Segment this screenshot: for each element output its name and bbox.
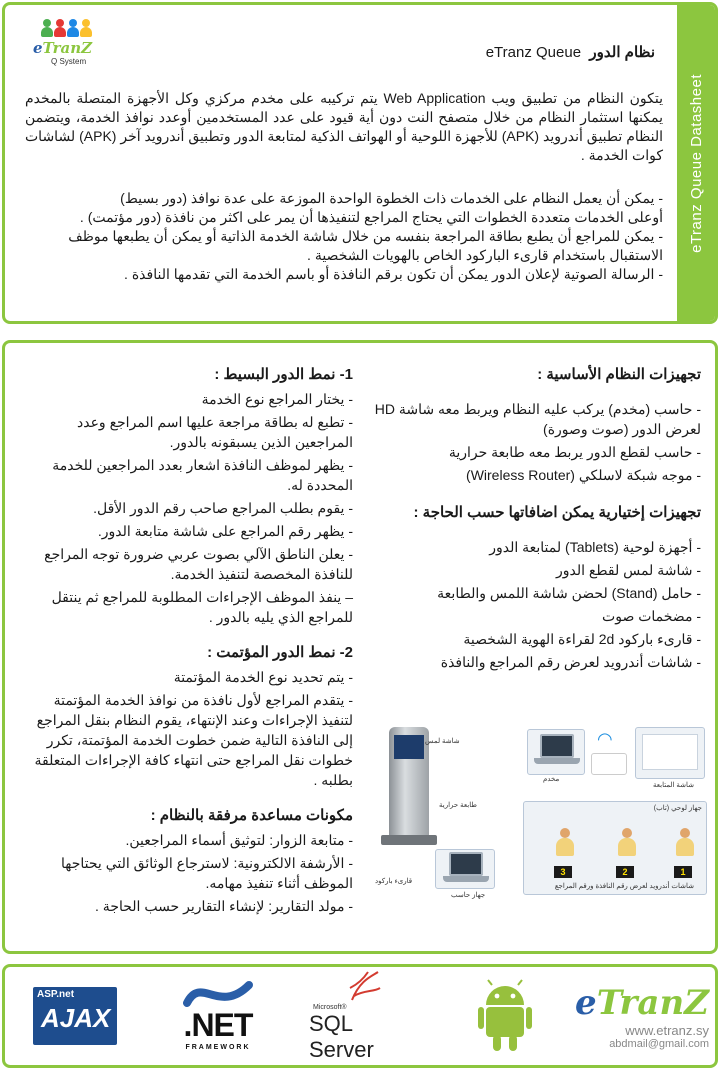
helper-item: - مولد التقارير: لإنشاء التقارير حسب الحاجة . [95,898,353,914]
simple-mode-item: - يظهر رقم المراجع على شاشة متابعة الدور. [97,523,353,539]
dotnet-wave-icon [183,981,253,1007]
hardware-item: - موجه شبكة لاسلكي (Wireless Router) [466,467,701,483]
windows-box [523,801,707,895]
optional-item: - شاشات أندرويد لعرض رقم المراجع والنافذة [440,654,701,670]
hardware-item: - حاسب (مخدم) يركب عليه النظام ويربط معه شاشة HD لعرض الدور (صوت وصورة) [374,401,701,437]
helper-item: - متابعة الزوار: لتوثيق أسماء المراجعين. [125,832,353,848]
android-screens-label: شاشات أندرويد لعرض رقم النافذة ورقم المراجع [554,883,694,890]
agent-icon [674,828,696,858]
feature-item: - يمكن للمراجع أن يطبع بطاقة المراجعة بنفسه من خلال شاشة الخدمة الذاتية أو يمكن أن يطبعها موظف الاستقبال باستخدام قارىء الباركود الخاص بالهويات الشخصية . [68,228,663,263]
laptop-icon [534,734,580,768]
android-logo [473,967,537,1065]
optional-item: - حامل (Stand) لحضن شاشة اللمس والطابعة [437,585,701,601]
side-tab-label: eTranz Queue Datasheet [687,73,705,253]
wifi-icon: ◠ [597,729,613,750]
optional-hardware-heading: تجهيزات إختيارية يمكن اضافاتها حسب الحاجة : [413,504,701,521]
etranz-qsystem-logo: eTranZ Q System [25,19,115,83]
intro-panel [2,2,718,324]
touch-screen-label: شاشة لمس [425,738,460,745]
modes-column [23,365,353,919]
helpers-heading: مكونات مساعدة مرفقة بالنظام : [150,807,353,824]
feature-item: - يمكن أن يعمل النظام على الخدمات ذات الخطوة الواحدة الموزعة على عدة نوافذ (دور بسيط) [120,190,663,206]
printer-label: طابعة حرارية [439,802,477,809]
optional-item: - مضخمات صوت [602,608,701,624]
optional-item: - شاشة لمس لقطع الدور [556,562,701,578]
ajax-logo: ASP.net AJAX [27,967,123,1065]
kiosk-image [381,727,439,847]
dotnet-logo: .NET FRAMEWORK [173,967,263,1065]
etranz-brand-block [575,967,709,1065]
hardware-column [371,365,701,675]
server-box [527,729,585,775]
agent-icon [554,828,576,858]
server-label: مخدم [543,776,560,783]
simple-mode-item: - يختار المراجع نوع الخدمة [201,391,353,407]
simple-mode-item: - يقوم بطلب المراجع صاحب رقم الدور الأقل. [93,500,353,516]
email-link[interactable]: abdmail@gmail.com [609,1037,709,1050]
logo-subtitle: Q System [51,57,87,66]
router-icon [591,753,627,775]
follow-screen-box [635,727,705,779]
agent-icon [616,828,638,858]
auto-mode-heading: 2- نمط الدور المؤتمت : [207,644,353,661]
datasheet-side-tab [677,5,715,321]
android-robot-icon [478,979,532,1053]
auto-mode-item: - يتقدم المراجع لأول نافذة من نوافذ الخدمة المؤتمتة لتنفيذ الإجراءات وعند الإنتهاء، يقوم النظام بنقل المراجع إلى النافذة التالية ضمن خطوت الخدمة المؤتمتة، تكرر خطوات نقل المراجع حتى انتهاء كافة الإجراءات المتعلقة بطلبه . [34,692,353,788]
tablet-label: جهاز لوحي (تاب) [653,805,702,812]
window-number: 3 [554,866,572,878]
page-title: نظام الدور eTranz Queue [485,44,655,61]
details-panel [2,340,718,954]
sql-server-logo: Microsoft® SQL Server [309,967,419,1065]
simple-mode-item: – ينفذ الموظف الإجراءات المطلوبة للمراجع ثم ينتقل للمراجع الذي يليه بالدور . [51,589,353,625]
intro-paragraph: يتكون النظام من تطبيق ويب Web Application يتم تركيبه على مخدم مركزي وكل الأجهزة المتصلة بالمخدم يمكنها استثمار النظام من خلال متصفح النت دون أية قيود على عدد المستخدمين أوعدد نوافذ الخدمة، ويتضمن النظام تطبيق أندرويد (APK) للأجهزة اللوحية أو الهواتف الذكية لمتابعة الدور وتطبيق أندرويد آخر (APK) لشاشات كوات الخدمة . [25,90,663,163]
helper-item: - الأرشفة الالكترونية: لاسترجاع الوثائق التي يحتاجها الموظف أثناء تنفيذ مهامه. [61,855,353,891]
simple-mode-item: - يعلن الناطق الآلي بصوت عربي ضرورة توجه المراجع للنافذة المخصصة لتنفيذ الخدمة. [44,546,353,582]
follow-screen-label: شاشة المتابعة [653,782,695,789]
laptop-icon [443,852,489,886]
sql-server-icon [344,970,384,1004]
people-icon [41,19,115,37]
simple-mode-item: - تطبع له بطاقة مراجعة عليها اسم المراجع وعدد المراجعين الذين يسبقونه بالدور. [76,414,353,450]
system-diagram [355,723,709,919]
etranz-logo: eTranZ [575,982,709,1023]
footer-logos [2,964,718,1068]
hardware-item: - حاسب لقطع الدور يربط معه طابعة حرارية [448,444,701,460]
feature-item: أوعلى الخدمات متعددة الخطوات التي يحتاج المراجع لتنفيذها أن يمر على اكثر من نافذة (دور مؤتمت) . [79,209,663,225]
simple-mode-item: - يظهر لموظف النافذة اشعار بعدد المراجعين للخدمة المحددة له. [52,457,353,493]
feature-item: - الرسالة الصوتية لإعلان الدور يمكن أن تكون برقم النافذة أو باسم الخدمة التي تقدمها النافذة . [124,266,663,282]
simple-mode-heading: 1- نمط الدور البسيط : [214,366,353,383]
basic-hardware-heading: تجهيزات النظام الأساسية : [537,366,701,383]
optional-item: - أجهزة لوحية (Tablets) لمتابعة الدور [489,539,701,555]
auto-mode-item: - يتم تحديد نوع الخدمة المؤتمتة [173,669,353,685]
window-number: 2 [616,866,634,878]
window-number: 1 [674,866,692,878]
optional-item: - قارىء باركود 2d لقراءة الهوية الشخصية [463,631,701,647]
features-list [25,189,663,284]
pc-box [435,849,495,889]
barcode-label: قارىء باركود [375,878,413,885]
website-link[interactable]: www.etranz.sy [625,1022,709,1038]
pc-label: جهاز حاسب [451,892,486,899]
